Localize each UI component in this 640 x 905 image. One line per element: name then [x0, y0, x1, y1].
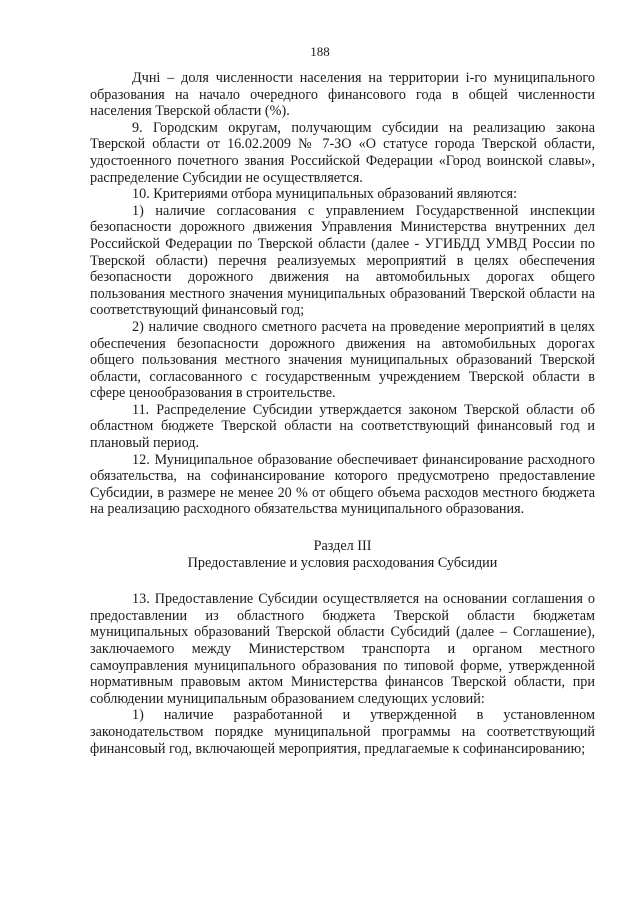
paragraph-dchni-definition: Дчні – доля численности населения на территории i-го муниципального образования на начало очередного финансового года в общей численности населения Тверской области (%). [90, 70, 595, 120]
paragraph-13: 13. Предоставление Субсидии осуществляется на основании соглашения о предоставлении из областного бюджета Тверской области бюджетам муниципальных образований Тверской области Субсидий (далее – Соглашение), заключаемого между Министерством транспорта и органом местного самоуправления муниципального образования по типовой форме, утвержденной нормативным правовым актом Министерства финансов Тверской области, при соблюдении муниципальным образованием следующих условий: [90, 591, 595, 707]
section-title: Предоставление и условия расходования Субсидии [187, 554, 498, 571]
paragraph-13-item-1: 1) наличие разработанной и утвержденной в установленном законодательством порядке муниципальной программы на соответствующий финансовый год, включающей мероприятия, предлагаемые к софинансированию; [90, 707, 595, 757]
page-number: 188 [310, 44, 330, 59]
paragraph-9: 9. Городским округам, получающим субсидии на реализацию закона Тверской области от 16.02.2009 № 7-ЗО «О статусе города Тверской области, удостоенного почетного звания Российской Федерации «Город воинской славы», распределение Субсидии не осуществляется. [90, 119, 595, 186]
paragraph-12: 12. Муниципальное образование обеспечивает финансирование расходного обязательства, на софинансирование которого предусмотрено предоставление Субсидии, в размере не менее 20 % от общего объема расходов местного бюджета на реализацию расходного обязательства муниципального образования. [90, 451, 595, 518]
paragraph-10-item-1: 1) наличие согласования с управлением Государственной инспекции безопасности дорожного движения Управления Министерства внутренних дел Российской Федерации по Тверской области (далее - УГИБДД УМВД России по Тверской области) перечня реализуемых мероприятий в целях обеспечения безопасности дорожного движения на автомобильных дорогах общего пользования местного значения муниципальных образований Тверской области на соответствующий финансовый год; [90, 202, 595, 319]
section-number: Раздел III [313, 538, 372, 555]
paragraph-10-item-2: 2) наличие сводного сметного расчета на проведение мероприятий в целях обеспечения безопасности дорожного движения на автомобильных дорогах общего пользования местного значения муниципальных образований Тверской области, согласованного с государственным учреждением Тверской области в сфере ценообразования в строительстве. [90, 318, 595, 402]
document-body [90, 70, 595, 757]
paragraph-10: 10. Критериями отбора муниципальных образований являются: [132, 186, 518, 203]
paragraph-11: 11. Распределение Субсидии утверждается законом Тверской области об областном бюджете Тверской области на соответствующий финансовый год и плановый период. [90, 401, 595, 452]
